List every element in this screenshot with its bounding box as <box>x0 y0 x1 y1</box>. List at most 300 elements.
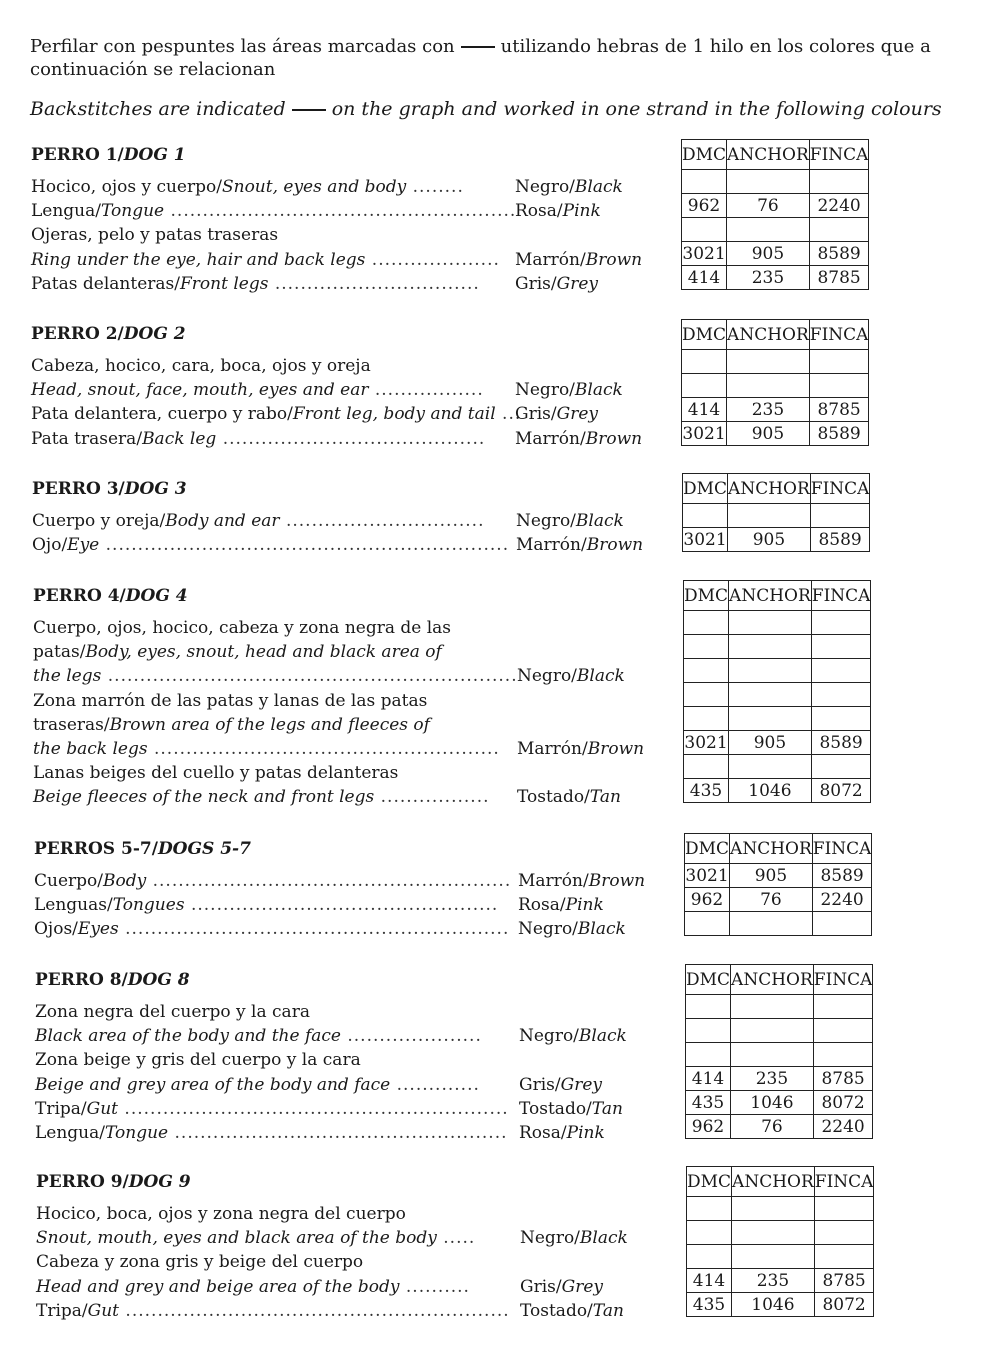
code-anchor: 76 <box>731 1115 814 1139</box>
section-title-en: DOG 8 <box>127 970 190 990</box>
area-en: Head and grey and beige area of the body <box>36 1276 400 1297</box>
code-anchor <box>729 683 812 707</box>
colour-en: Black <box>576 666 625 687</box>
leader-dots: ............. <box>390 1074 480 1095</box>
code-anchor: 1046 <box>729 779 812 803</box>
stitch-area-line <box>36 1202 506 1226</box>
table-row <box>682 422 869 446</box>
thread-colour <box>515 402 675 426</box>
table-row <box>682 242 869 266</box>
table-row <box>686 1067 873 1091</box>
stitch-area-line <box>31 175 501 199</box>
colour-en: Pink <box>566 1123 605 1143</box>
code-anchor <box>729 635 812 659</box>
thread-colour <box>515 427 675 451</box>
leader-dots: ................................ <box>268 273 480 294</box>
header-dmc: DMC <box>682 320 727 350</box>
code-anchor: 1046 <box>732 1293 815 1317</box>
area-en: Back leg <box>142 428 217 449</box>
code-finca: 8072 <box>814 1293 874 1317</box>
code-dmc <box>685 912 730 936</box>
area-es: Lanas beiges del cuello y patas delanteras <box>33 763 399 784</box>
header-anchor: ANCHOR <box>728 474 811 504</box>
thread-colour <box>517 785 677 809</box>
table-row <box>685 912 872 936</box>
code-anchor <box>731 1019 814 1043</box>
table-row <box>682 350 869 374</box>
area-es: Cabeza y zona gris y beige del cuerpo <box>36 1252 364 1273</box>
colour-en: Brown <box>585 428 643 449</box>
colour-en: Tan <box>589 787 621 808</box>
code-dmc: 414 <box>682 398 727 422</box>
colour-es: Rosa/ <box>515 201 563 222</box>
header-dmc: DMC <box>684 581 729 611</box>
table-row <box>684 755 871 779</box>
code-dmc: 962 <box>686 1115 731 1139</box>
code-dmc: 414 <box>687 1269 732 1293</box>
code-finca <box>813 1019 873 1043</box>
area-en: Body <box>103 871 147 891</box>
header-finca: FINCA <box>811 581 871 611</box>
section-title <box>33 586 188 606</box>
table-row <box>687 1245 874 1269</box>
colour-es: Rosa/ <box>518 895 566 916</box>
code-dmc: 3021 <box>682 423 726 444</box>
stitch-area-line <box>34 893 504 917</box>
table-row <box>686 1019 873 1043</box>
table-row <box>687 1293 874 1317</box>
table-row <box>682 194 869 218</box>
stitch-area-line <box>36 1226 506 1250</box>
code-anchor: 235 <box>727 266 810 290</box>
colour-en: Pink <box>562 201 601 222</box>
section-title-en: DOGS 5-7 <box>157 839 251 859</box>
thread-colour <box>519 1024 679 1048</box>
area-en: Body and ear <box>165 511 280 531</box>
leader-dots: .................... <box>365 249 500 270</box>
table-row <box>684 731 871 755</box>
header-finca: FINCA <box>814 1167 874 1197</box>
code-anchor <box>729 755 812 779</box>
code-finca <box>809 350 869 374</box>
thread-colour <box>519 1097 679 1121</box>
intro-en-part-a: Backstitches are indicated <box>30 98 286 120</box>
colour-es: Tostado/ <box>519 1098 592 1119</box>
code-finca <box>814 1221 874 1245</box>
area-en: Gut <box>86 1098 119 1119</box>
area-es: Lengua/ <box>35 1123 105 1143</box>
area-es: Zona negra del cuerpo y la cara <box>35 1002 310 1022</box>
header-finca: FINCA <box>809 320 869 350</box>
table-row <box>686 995 873 1019</box>
stitch-area-line <box>34 917 510 941</box>
colour-es: Tostado/ <box>520 1300 593 1321</box>
thread-code-table <box>686 1166 874 1317</box>
thread-colour <box>517 737 677 761</box>
section-title <box>31 324 186 344</box>
stitch-area-line <box>33 616 503 640</box>
code-dmc <box>682 374 727 398</box>
code-dmc <box>686 995 731 1019</box>
code-dmc <box>684 683 729 707</box>
leader-dots: ............................................................ <box>118 919 510 940</box>
section-title <box>35 970 190 990</box>
area-en: Snout, mouth, eyes and black area of the body <box>36 1228 437 1249</box>
code-finca <box>813 1043 873 1067</box>
area-en: Tongue <box>105 1123 169 1143</box>
thread-colour <box>515 378 675 402</box>
code-finca <box>811 683 871 707</box>
area-es: Zona beige y gris del cuerpo y la cara <box>35 1050 361 1071</box>
leader-dots: ................. <box>374 787 490 808</box>
code-dmc <box>684 755 729 779</box>
code-anchor <box>729 707 812 731</box>
code-dmc: 962 <box>685 888 730 912</box>
code-dmc: 3021 <box>685 865 729 886</box>
colour-es: Marrón/ <box>515 249 586 270</box>
header-dmc: DMC <box>682 140 727 170</box>
code-dmc: 962 <box>682 194 727 218</box>
leader-dots: ............................................................... <box>99 535 510 556</box>
code-anchor <box>729 659 812 683</box>
thread-colour <box>515 248 675 272</box>
section-title <box>36 1172 191 1192</box>
code-dmc <box>683 504 728 528</box>
code-dmc: 414 <box>686 1067 731 1091</box>
stitch-area-line <box>35 1024 505 1048</box>
thread-code-table <box>683 580 871 803</box>
stitch-area-line <box>32 509 502 533</box>
thread-code-table <box>685 964 873 1139</box>
stitch-area-line <box>33 785 503 809</box>
header-anchor: ANCHOR <box>732 1167 815 1197</box>
area-en: Head, snout, face, mouth, eyes and ear <box>31 380 369 401</box>
area-es: patas/ <box>33 642 86 663</box>
header-dmc: DMC <box>683 474 728 504</box>
stitch-area-line <box>31 427 501 451</box>
code-anchor <box>732 1221 815 1245</box>
code-anchor <box>731 995 814 1019</box>
area-es: Cuerpo/ <box>34 871 103 891</box>
code-finca: 2240 <box>809 194 869 218</box>
area-en: Black area of the body and the face <box>35 1026 341 1047</box>
stitch-area-line <box>33 761 503 785</box>
area-en: the back legs <box>33 739 148 759</box>
header-anchor: ANCHOR <box>730 834 813 864</box>
code-anchor <box>727 350 810 374</box>
area-en: Ring under the eye, hair and back legs <box>31 249 366 270</box>
intro-english <box>30 98 970 121</box>
stitch-area-line <box>31 354 501 378</box>
code-anchor <box>727 170 810 194</box>
code-anchor <box>730 912 813 936</box>
table-row <box>686 1043 873 1067</box>
thread-colour <box>518 893 678 917</box>
area-es: Cuerpo, ojos, hocico, cabeza y zona negra de las <box>33 618 452 638</box>
colour-en: Tan <box>591 1098 623 1119</box>
leader-dots: ............................................................ <box>119 1300 510 1321</box>
code-dmc: 435 <box>684 779 729 803</box>
header-dmc: DMC <box>685 834 730 864</box>
code-finca: 8589 <box>809 242 869 266</box>
stitch-area-line <box>35 1073 505 1097</box>
colour-en: Tan <box>592 1300 624 1321</box>
code-finca: 8589 <box>809 422 869 446</box>
table-row <box>682 170 869 194</box>
stitch-area-line <box>36 1275 506 1299</box>
code-dmc <box>686 1019 731 1043</box>
area-es: Pata trasera/ <box>31 428 143 449</box>
table-row <box>684 659 871 683</box>
header-finca: FINCA <box>813 965 873 995</box>
code-finca <box>811 707 871 731</box>
code-finca: 2240 <box>812 888 872 912</box>
area-es: Hocico, boca, ojos y zona negra del cuerpo <box>36 1204 406 1224</box>
stitch-area-line <box>32 533 510 557</box>
section-title <box>34 839 251 859</box>
colour-es: Negro/ <box>515 380 575 401</box>
code-finca: 8589 <box>811 731 871 755</box>
leader-dots: ........ <box>406 177 464 197</box>
code-finca: 8072 <box>811 779 871 803</box>
code-dmc <box>687 1245 732 1269</box>
header-finca: FINCA <box>810 474 870 504</box>
code-dmc <box>684 659 729 683</box>
thread-code-table <box>681 139 869 290</box>
colour-es: Marrón/ <box>515 428 586 449</box>
section-title-en: DOG 2 <box>123 324 186 344</box>
colour-es: Negro/ <box>519 1026 579 1047</box>
leader-dots: ...................................................... <box>147 739 500 759</box>
stitch-area-line <box>35 1097 509 1121</box>
table-row <box>682 266 869 290</box>
code-anchor <box>731 1043 814 1067</box>
code-anchor: 235 <box>732 1269 815 1293</box>
backstitch-line-sample <box>461 46 495 48</box>
thread-code-table <box>682 473 870 552</box>
area-en: Tongue <box>101 201 165 222</box>
area-en: Beige and grey area of the body and face <box>35 1074 391 1095</box>
area-en: Body, eyes, snout, head and black area of <box>85 642 442 663</box>
code-anchor <box>732 1245 815 1269</box>
header-anchor: ANCHOR <box>729 581 812 611</box>
area-es: Ojo/ <box>32 535 68 556</box>
thread-colour <box>520 1226 680 1250</box>
code-finca: 8785 <box>809 398 869 422</box>
section-title-es: PERRO 9/ <box>36 1172 129 1192</box>
section-title-es: PERROS 5-7/ <box>34 839 158 859</box>
code-anchor: 1046 <box>731 1091 814 1115</box>
code-finca <box>811 611 871 635</box>
stitch-area-line <box>33 664 518 688</box>
table-row <box>683 528 870 552</box>
area-es: Tripa/ <box>36 1300 88 1321</box>
thread-colour <box>520 1299 680 1323</box>
thread-colour <box>515 272 675 296</box>
stitch-area-line <box>31 378 501 402</box>
leader-dots: ............................... <box>279 511 485 531</box>
code-finca <box>809 218 869 242</box>
stitch-area-line <box>31 199 517 223</box>
header-dmc: DMC <box>687 1167 732 1197</box>
code-dmc <box>686 1043 731 1067</box>
stitch-area-line <box>33 713 503 737</box>
thread-colour <box>516 533 676 557</box>
table-row <box>687 1197 874 1221</box>
area-es: Pata delantera, cuerpo y rabo/ <box>31 404 293 425</box>
stitch-area-line <box>33 737 503 761</box>
colour-en: Grey <box>560 1074 602 1095</box>
area-en: the legs <box>33 666 102 687</box>
colour-en: Black <box>575 511 624 531</box>
section-title-en: DOG 1 <box>123 145 186 165</box>
colour-en: Black <box>577 919 626 940</box>
code-dmc <box>684 707 729 731</box>
code-anchor <box>727 374 810 398</box>
leader-dots: ..................... <box>340 1026 482 1047</box>
leader-dots: ...................................................... <box>164 201 517 222</box>
code-anchor: 76 <box>730 888 813 912</box>
code-finca <box>811 755 871 779</box>
header-anchor: ANCHOR <box>731 965 814 995</box>
leader-dots: ................................................ <box>184 895 499 916</box>
thread-colour <box>518 869 678 893</box>
code-finca <box>811 659 871 683</box>
leader-dots: ................................................................ <box>101 666 518 687</box>
table-row <box>685 864 872 888</box>
code-finca: 8785 <box>814 1269 874 1293</box>
leader-dots: .......... <box>399 1276 470 1297</box>
stitch-area-line <box>31 223 501 247</box>
thread-colour <box>519 1121 679 1145</box>
thread-colour <box>518 917 678 941</box>
code-dmc: 435 <box>687 1293 732 1317</box>
area-es: traseras/ <box>33 714 110 735</box>
code-dmc <box>687 1197 732 1221</box>
thread-code-table <box>681 319 869 446</box>
leader-dots: ................. <box>368 380 484 401</box>
area-es: Zona marrón de las patas y lanas de las patas <box>33 690 428 711</box>
header-dmc: DMC <box>686 965 731 995</box>
code-finca: 8785 <box>813 1067 873 1091</box>
area-en: Eye <box>67 535 100 556</box>
code-dmc <box>684 635 729 659</box>
area-en: Front leg, body and tail <box>292 404 496 425</box>
leader-dots: ......................................... <box>216 428 486 449</box>
section-title <box>31 145 186 165</box>
code-finca: 8589 <box>812 864 872 888</box>
stitch-area-line <box>35 1121 508 1145</box>
intro-spanish <box>30 35 970 81</box>
colour-en: Brown <box>586 535 644 556</box>
area-es: Patas delanteras/ <box>31 273 180 294</box>
colour-es: Negro/ <box>516 511 576 531</box>
stitch-area-line <box>31 402 522 426</box>
code-dmc: 3021 <box>682 243 726 264</box>
table-row <box>686 1115 873 1139</box>
area-es: Ojeras, pelo y patas traseras <box>31 225 279 246</box>
code-dmc <box>682 350 727 374</box>
code-finca: 2240 <box>813 1115 873 1139</box>
code-dmc <box>684 611 729 635</box>
stitch-area-line <box>35 1000 505 1024</box>
section-title-es: PERRO 8/ <box>35 970 128 990</box>
header-finca: FINCA <box>812 834 872 864</box>
thread-colour <box>515 175 675 199</box>
area-es: Lengua/ <box>31 201 101 222</box>
backstitch-line-sample <box>292 109 326 111</box>
thread-colour <box>517 664 677 688</box>
colour-es: Marrón/ <box>518 871 589 891</box>
header-anchor: ANCHOR <box>727 140 810 170</box>
colour-es: Negro/ <box>517 666 577 687</box>
area-en: Snout, eyes and body <box>221 177 407 197</box>
table-row <box>687 1221 874 1245</box>
table-row <box>683 504 870 528</box>
code-anchor <box>728 504 811 528</box>
section-title-en: DOG 3 <box>124 479 187 499</box>
section-title-en: DOG 4 <box>125 586 188 606</box>
code-dmc: 414 <box>682 266 727 290</box>
table-row <box>682 218 869 242</box>
area-en: Eyes <box>77 919 119 940</box>
colour-en: Black <box>579 1228 628 1249</box>
stitch-area-line <box>34 869 512 893</box>
area-es: Tripa/ <box>35 1098 87 1119</box>
area-es: Lenguas/ <box>34 895 113 916</box>
thread-colour <box>516 509 676 533</box>
header-finca: FINCA <box>809 140 869 170</box>
code-finca <box>813 995 873 1019</box>
code-finca <box>814 1197 874 1221</box>
code-anchor: 76 <box>727 194 810 218</box>
colour-en: Black <box>574 380 623 401</box>
section-title <box>32 479 187 499</box>
leader-dots: ... <box>495 404 522 425</box>
code-finca <box>811 635 871 659</box>
colour-en: Brown <box>587 739 645 759</box>
area-en: Beige fleeces of the neck and front legs <box>33 787 375 808</box>
stitch-area-line <box>33 640 503 664</box>
colour-es: Marrón/ <box>516 535 587 556</box>
code-finca: 8785 <box>809 266 869 290</box>
code-anchor: 905 <box>729 731 812 755</box>
table-row <box>684 779 871 803</box>
colour-es: Marrón/ <box>517 739 588 759</box>
table-row <box>684 707 871 731</box>
area-es: Cuerpo y oreja/ <box>32 511 166 531</box>
stitch-area-line <box>35 1048 505 1072</box>
colour-en: Black <box>574 177 623 197</box>
area-en: Brown area of the legs and fleeces of <box>109 714 430 735</box>
colour-en: Pink <box>565 895 604 916</box>
colour-es: Gris/ <box>515 404 557 425</box>
code-dmc <box>682 218 727 242</box>
area-es: Hocico, ojos y cuerpo/ <box>31 177 222 197</box>
colour-es: Negro/ <box>520 1228 580 1249</box>
table-row <box>684 611 871 635</box>
code-anchor: 235 <box>731 1067 814 1091</box>
stitch-area-line <box>33 689 503 713</box>
intro-en-part-b: on the graph and worked in one strand in the following colours <box>331 98 942 120</box>
code-anchor <box>732 1197 815 1221</box>
stitch-area-line <box>36 1250 506 1274</box>
leader-dots: ..... <box>436 1228 476 1249</box>
colour-es: Tostado/ <box>517 787 590 808</box>
table-row <box>682 398 869 422</box>
table-row <box>682 374 869 398</box>
code-dmc: 3021 <box>683 529 727 550</box>
